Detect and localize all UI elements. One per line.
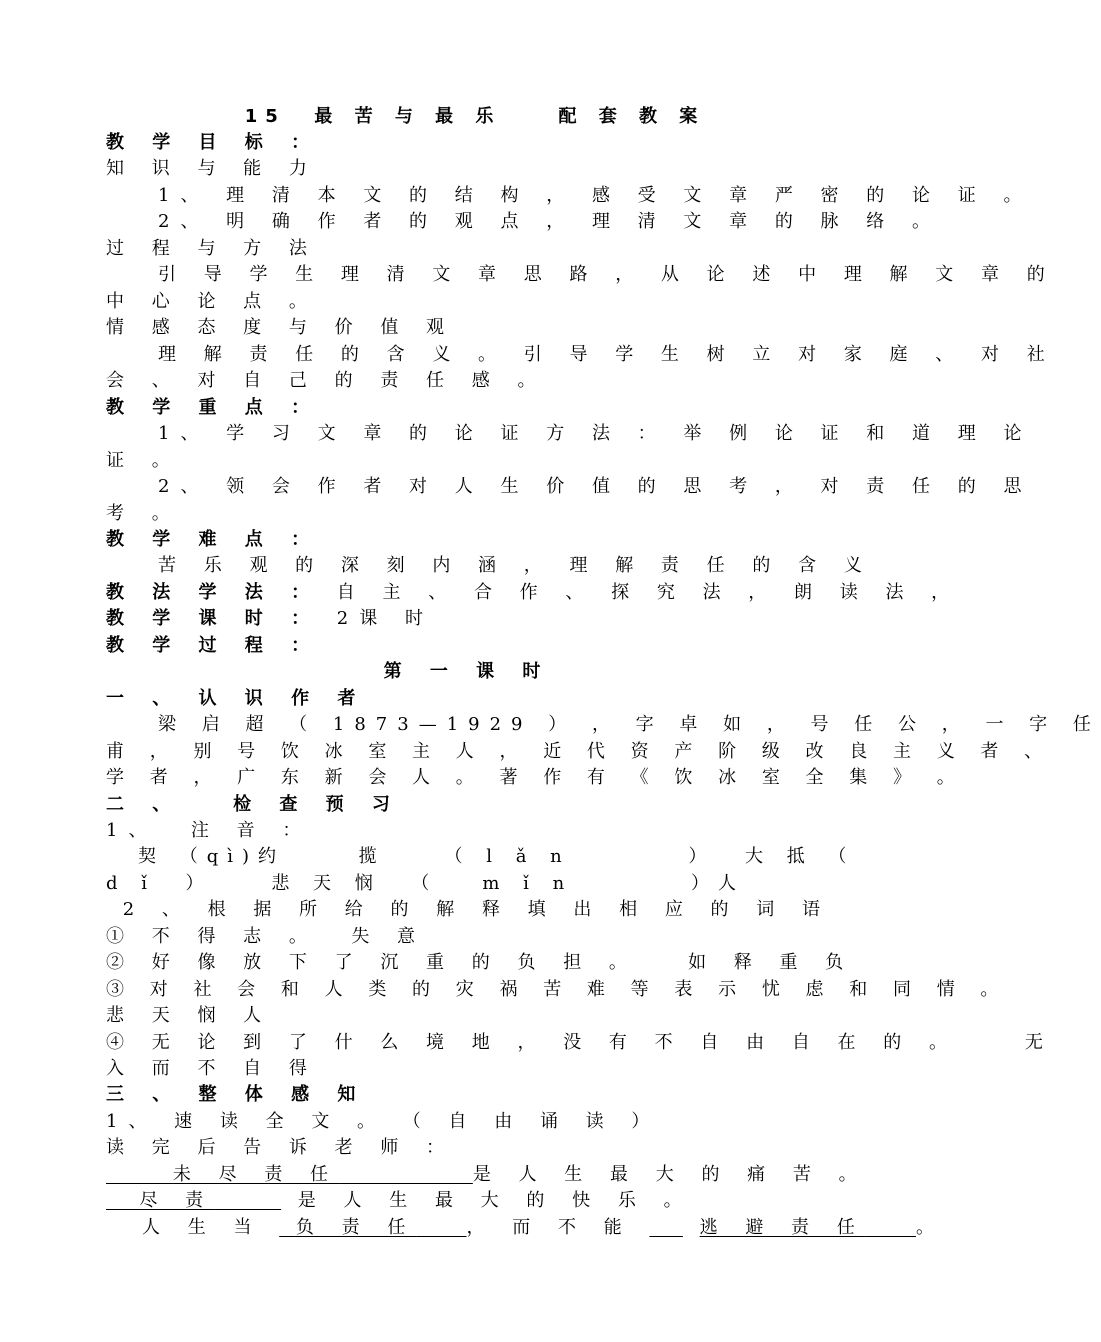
hours-line bbox=[106, 608, 434, 630]
word-fill-q2: ② 好 像 放 下 了 沉 重 的 负 担 。 如 释 重 负 bbox=[106, 952, 855, 973]
answer-blank-4-lead bbox=[649, 1217, 682, 1238]
answer-line-1-tail: 是 人 生 最 大 的 痛 苦 。 bbox=[472, 1164, 868, 1185]
emotion-heading: 情 感 态 度 与 价 值 观 bbox=[106, 317, 456, 338]
document-title: 15 最 苦 与 最 乐 配 套 教 案 bbox=[244, 106, 706, 127]
author-line-3: 学 者 ， 广 东 新 会 人 。 著 作 有 《 饮 冰 室 全 集 》 。 bbox=[106, 767, 965, 788]
methods-line bbox=[106, 582, 960, 604]
answer-line-2-tail: 是 人 生 最 大 的 快 乐 。 bbox=[281, 1190, 693, 1211]
section-1-heading: 一 、 认 识 作 者 bbox=[106, 688, 367, 709]
answer-line-3-mid: ， 而 不 能 bbox=[466, 1217, 650, 1238]
process-method-line-1: 引 导 学 生 理 清 文 章 思 路 ， 从 论 述 中 理 解 文 章 的 bbox=[158, 264, 1056, 285]
process-heading: 教 学 过 程 ： bbox=[106, 635, 321, 656]
word-fill-q4-line-2: 入 而 不 自 得 bbox=[106, 1058, 318, 1079]
answer-blank-3: 负 责 任 bbox=[295, 1217, 417, 1238]
section-3-heading: 三 、 整 体 感 知 bbox=[106, 1084, 367, 1105]
speed-read-item: 1、 速 读 全 文 。 （ 自 由 诵 读 ） bbox=[106, 1111, 661, 1132]
knowledge-heading: 知 识 与 能 力 bbox=[106, 158, 318, 179]
knowledge-item-2: 2、 明 确 作 者 的 观 点 ， 理 清 文 章 的 脉 络 。 bbox=[158, 211, 941, 232]
answer-line-3 bbox=[142, 1217, 945, 1239]
key-point-2-line-2: 考 。 bbox=[106, 503, 181, 524]
answer-line-3-lead: 人 生 当 bbox=[142, 1217, 280, 1238]
answer-line-1 bbox=[106, 1164, 868, 1186]
process-method-heading: 过 程 与 方 法 bbox=[106, 238, 318, 259]
key-points-heading: 教 学 重 点 ： bbox=[106, 397, 321, 418]
section-2-heading: 二 、 检 查 预 习 bbox=[106, 794, 401, 815]
word-fill-q1: ① 不 得 志 。 失 意 bbox=[106, 926, 427, 947]
answer-line-3-tail: 。 bbox=[915, 1217, 945, 1238]
pinyin-line-1: 契 （qì)约 揽 （ l ǎ n ） 大 抵 （ bbox=[138, 846, 856, 867]
word-fill-q4-line-1: ④ 无 论 到 了 什 么 境 地 ， 没 有 不 自 由 自 在 的 。 无 bbox=[106, 1032, 1054, 1053]
answer-blank-2: 尽 责 bbox=[139, 1190, 215, 1211]
emotion-line-1: 理 解 责 任 的 含 义 。 引 导 学 生 树 立 对 家 庭 、 对 社 bbox=[158, 344, 1056, 365]
answer-blank-1: 未 尽 责 任 bbox=[172, 1164, 340, 1185]
process-method-line-2: 中 心 论 点 。 bbox=[106, 291, 318, 312]
author-line-1: 梁 启 超 （ 1873—1929 ） ， 字 卓 如 ， 号 任 公 ， 一 字 任 bbox=[158, 714, 1101, 735]
lesson-title: 第 一 课 时 bbox=[383, 661, 552, 682]
pinyin-line-2: d ǐ ） 悲 天 悯 （ m ǐ n ）人 bbox=[106, 873, 746, 894]
emotion-line-2: 会 、 对 自 己 的 责 任 感 。 bbox=[106, 370, 547, 391]
speed-read-instruction: 读 完 后 告 诉 老 师 ： bbox=[106, 1137, 456, 1158]
pinyin-item-label: 1、 注 音 ： bbox=[106, 820, 312, 841]
key-point-1-line-2: 证 。 bbox=[106, 450, 181, 471]
methods-label: 教 法 学 法 ： bbox=[106, 582, 321, 603]
hours-label: 教 学 课 时 ： bbox=[106, 608, 321, 629]
key-point-2-line-1: 2、 领 会 作 者 对 人 生 价 值 的 思 考 ， 对 责 任 的 思 bbox=[158, 476, 1033, 497]
word-fill-q3-line-2: 悲 天 悯 人 bbox=[106, 1005, 273, 1026]
knowledge-item-1: 1、 理 清 本 文 的 结 构 ， 感 受 文 章 严 密 的 论 证 。 bbox=[158, 185, 1033, 206]
author-line-2: 甫 ， 别 号 饮 冰 室 主 人 ， 近 代 资 产 阶 级 改 良 主 义 者 、 bbox=[106, 741, 1053, 762]
difficulty-text: 苦 乐 观 的 深 刻 内 涵 ， 理 解 责 任 的 含 义 bbox=[158, 555, 873, 576]
word-fill-item-label: 2 、 根 据 所 给 的 解 释 填 出 相 应 的 词 语 bbox=[106, 899, 831, 920]
objectives-heading: 教 学 目 标 ： bbox=[106, 132, 321, 153]
difficulty-heading: 教 学 难 点 ： bbox=[106, 529, 321, 550]
methods-text: 自 主 、 合 作 、 探 究 法 ， 朗 读 法 ， bbox=[320, 582, 961, 603]
hours-text: 2课 时 bbox=[320, 608, 434, 629]
answer-line-2 bbox=[106, 1190, 693, 1212]
word-fill-q3-line-1: ③ 对 社 会 和 人 类 的 灾 祸 苦 难 等 表 示 忧 虑 和 同 情 。 bbox=[106, 979, 1009, 1000]
key-point-1-line-1: 1、 学 习 文 章 的 论 证 方 法 ： 举 例 论 证 和 道 理 论 bbox=[158, 423, 1033, 444]
answer-blank-4: 逃 避 责 任 bbox=[699, 1217, 866, 1238]
